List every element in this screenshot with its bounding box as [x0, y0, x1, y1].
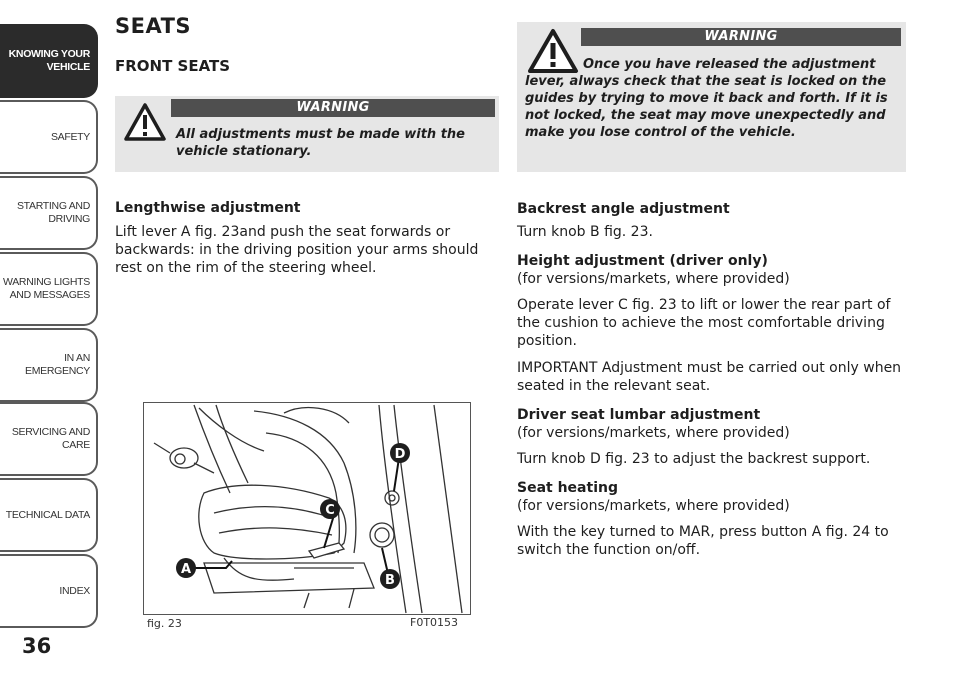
right-column [517, 22, 907, 559]
warning-text: Once you have released the adjustment lever, always check that the seat is locked on the guides by trying to move it back and forth. If it is not locked, the seat may move unexpectedly and make you lose control of the vehicle. [525, 57, 888, 140]
tab-servicing-and-care[interactable]: SERVICING AND CARE [0, 402, 98, 476]
heating-heading: Seat heating [517, 480, 618, 496]
chapter-tabs [0, 0, 100, 640]
lengthwise-text: Lift lever A fig. 23and push the seat forwards or backwards: in the driving position your arms should rest on the rim of the steering wheel. [115, 224, 479, 276]
warning-triangle-icon [123, 102, 167, 142]
warning-text: All adjustments must be made with the vehicle stationary. [176, 127, 465, 159]
figure-caption: fig. 23 [147, 617, 182, 630]
tab-safety[interactable]: SAFETY [0, 100, 98, 174]
lumbar-note: (for versions/markets, where provided) [517, 425, 790, 441]
figure-code: F0T0153 [410, 616, 459, 629]
lumbar-heading: Driver seat lumbar adjustment [517, 407, 761, 423]
backrest-text: Turn knob B fig. 23. [517, 224, 653, 240]
tab-index[interactable]: INDEX [0, 554, 98, 628]
callout-c-label: C [325, 503, 335, 518]
warning-box-stationary [115, 96, 499, 172]
seat-drawing [144, 403, 470, 614]
warning-box-locked [517, 22, 906, 172]
tab-warning-lights[interactable]: WARNING LIGHTS AND MESSAGES [0, 252, 98, 326]
tab-in-an-emergency[interactable]: IN AN EMERGENCY [0, 328, 98, 402]
height-text: Operate lever C fig. 23 to lift or lower the rear part of the cushion to achieve the most comfortable driving position. [517, 297, 891, 349]
height-note: (for versions/markets, where provided) [517, 271, 790, 287]
backrest-heading: Backrest angle adjustment [517, 201, 730, 217]
callout-b-label: B [385, 573, 395, 588]
tab-starting-and-driving[interactable]: STARTING AND DRIVING [0, 176, 98, 250]
seat-illustration [143, 402, 471, 615]
heating-note: (for versions/markets, where provided) [517, 498, 790, 514]
warning-title-bar: WARNING [171, 99, 495, 117]
left-column [115, 14, 500, 277]
important-note: IMPORTANT Adjustment must be carried out only when seated in the relevant seat. [517, 360, 902, 394]
callout-a-label: A [180, 562, 192, 577]
subsection-title: FRONT SEATS [115, 57, 231, 75]
page-number: 36 [22, 634, 52, 658]
callout-d-label: D [394, 447, 406, 462]
warning-title-bar: WARNING [581, 28, 901, 46]
section-title: SEATS [115, 14, 192, 38]
heating-text: With the key turned to MAR, press button A fig. 24 to switch the function on/off. [517, 524, 889, 558]
tab-technical-data[interactable]: TECHNICAL DATA [0, 478, 98, 552]
lumbar-text: Turn knob D fig. 23 to adjust the backrest support. [517, 451, 871, 467]
lengthwise-heading: Lengthwise adjustment [115, 200, 301, 216]
tab-knowing-your-vehicle[interactable]: KNOWING YOUR VEHICLE [0, 24, 98, 98]
height-heading: Height adjustment (driver only) [517, 253, 768, 269]
